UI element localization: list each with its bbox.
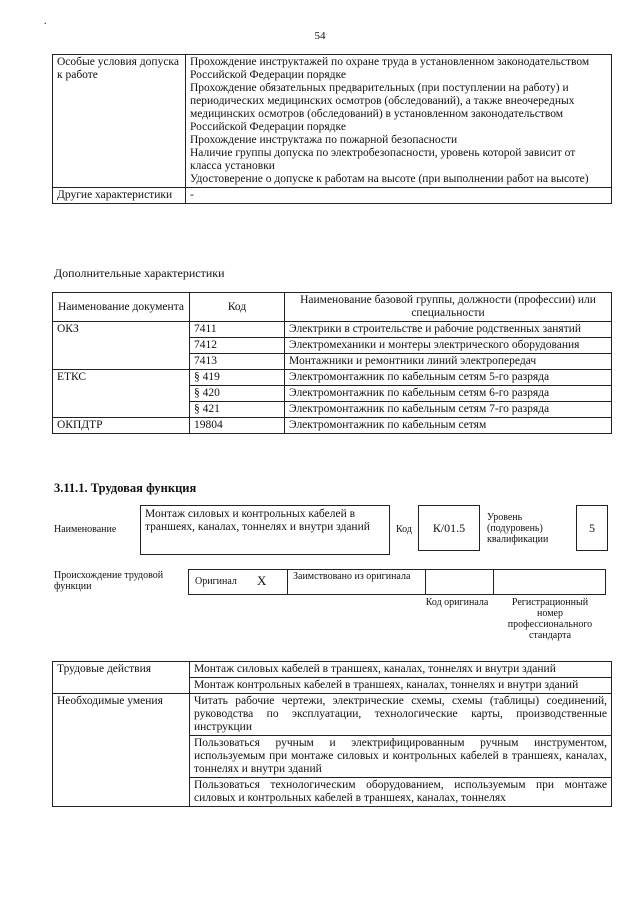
condition-line: Прохождение инструктажей по охране труда в установленном законодательством Российской Федерации порядке bbox=[190, 56, 590, 81]
code-label: Код bbox=[396, 524, 412, 535]
name-cell: Электромонтажник по кабельным сетям 6-го разряда bbox=[285, 386, 612, 402]
actions-label: Трудовые действия bbox=[53, 662, 190, 694]
divider bbox=[493, 570, 494, 594]
doc-cell: ОКПДТР bbox=[53, 418, 190, 434]
name-cell: Электромонтажник по кабельным сетям 7-го разряда bbox=[285, 402, 612, 418]
doc-cell: ЕТКС bbox=[53, 370, 190, 418]
table-header-row bbox=[53, 293, 612, 322]
action-cell: Монтаж контрольных кабелей в траншеях, каналах, тоннелях и внутри зданий bbox=[190, 678, 612, 694]
name-cell: Электромонтажник по кабельным сетям bbox=[285, 418, 612, 434]
condition-line: Прохождение инструктажа по пожарной безопасности bbox=[190, 134, 458, 146]
name-cell: Электромеханики и монтеры электрического оборудования bbox=[285, 338, 612, 354]
additional-table bbox=[52, 292, 612, 434]
special-conditions-cell bbox=[186, 55, 612, 188]
level-label: Уровень (подуровень) квалификации bbox=[487, 512, 549, 545]
table-row bbox=[53, 188, 612, 204]
function-name-box: Монтаж силовых и контрольных кабелей в траншеях, каналах, тоннелях и внутри зданий bbox=[140, 505, 390, 555]
level-box: 5 bbox=[576, 505, 608, 551]
other-characteristics-label: Другие характеристики bbox=[53, 188, 186, 204]
conditions-table bbox=[52, 54, 612, 204]
origin-box bbox=[188, 569, 606, 595]
origin-label: Происхождение трудовой функции bbox=[54, 570, 164, 592]
column-header: Код bbox=[190, 293, 285, 322]
code-cell: 7413 bbox=[190, 354, 285, 370]
code-cell: 7411 bbox=[190, 322, 285, 338]
name-label: Наименование bbox=[54, 524, 117, 535]
page-dot: . bbox=[44, 16, 47, 27]
condition-line: Наличие группы допуска по электробезопасности, уровень которой зависит от класса установки bbox=[190, 147, 576, 172]
origin-code-label: Код оригинала bbox=[425, 597, 489, 608]
function-title: 3.11.1. Трудовая функция bbox=[54, 481, 197, 495]
additional-caption: Дополнительные характеристики bbox=[54, 266, 225, 280]
code-cell: § 419 bbox=[190, 370, 285, 386]
skill-cell: Пользоваться ручным и электрифицированным ручным инструментом, используемым при монтаже силовых и контрольных кабелей в траншеях, каналах, тоннелях и внутри зданий bbox=[190, 736, 612, 778]
skill-cell: Пользоваться технологическим оборудованием, используемым при монтаже силовых и контрольных кабелей в траншеях, каналах, тоннелях bbox=[190, 778, 612, 807]
name-cell: Монтажники и ремонтники линий электропередач bbox=[285, 354, 612, 370]
actions-table bbox=[52, 661, 612, 807]
column-header: Наименование базовой группы, должности (профессии) или специальности bbox=[285, 293, 612, 322]
function-code-box: К/01.5 bbox=[418, 505, 480, 551]
skills-label: Необходимые умения bbox=[53, 694, 190, 807]
condition-line: Удостоверение о допуске к работам на высоте (при выполнении работ на высоте) bbox=[190, 173, 589, 185]
table-row bbox=[53, 322, 612, 338]
code-cell: 7412 bbox=[190, 338, 285, 354]
skill-cell: Читать рабочие чертежи, электрические схемы, схемы (таблицы) соединений, руководства по эксплуатации, технологические карты, производственные инструкции bbox=[190, 694, 612, 736]
doc-cell: ОКЗ bbox=[53, 322, 190, 370]
original-label: Оригинал bbox=[195, 576, 237, 587]
name-cell: Электрики в строительстве и рабочие родственных занятий bbox=[285, 322, 612, 338]
divider bbox=[425, 570, 426, 594]
other-characteristics-value: - bbox=[186, 188, 612, 204]
name-cell: Электромонтажник по кабельным сетям 5-го разряда bbox=[285, 370, 612, 386]
table-row bbox=[53, 55, 612, 188]
page-number: 54 bbox=[314, 30, 326, 42]
column-header: Наименование документа bbox=[53, 293, 190, 322]
table-row bbox=[53, 418, 612, 434]
table-row bbox=[53, 370, 612, 386]
code-cell: § 421 bbox=[190, 402, 285, 418]
reg-number-label: Регистрационный номер профессионального стандарта bbox=[507, 597, 593, 641]
table-row bbox=[53, 694, 612, 736]
condition-line: Прохождение обязательных предварительных (при поступлении на работу) и периодических медицинских осмотров (обследований), а также внеочередных медицинских осмотров (обследований) в установленном законодательством Российской Федерации порядке bbox=[190, 82, 575, 133]
action-cell: Монтаж силовых кабелей в траншеях, каналах, тоннелях и внутри зданий bbox=[190, 662, 612, 678]
table-row bbox=[53, 662, 612, 678]
divider bbox=[287, 570, 288, 594]
code-cell: 19804 bbox=[190, 418, 285, 434]
code-cell: § 420 bbox=[190, 386, 285, 402]
special-conditions-label: Особые условия допуска к работе bbox=[53, 55, 186, 188]
borrowed-label: Заимствовано из оригинала bbox=[293, 571, 411, 582]
original-mark: X bbox=[257, 573, 267, 588]
